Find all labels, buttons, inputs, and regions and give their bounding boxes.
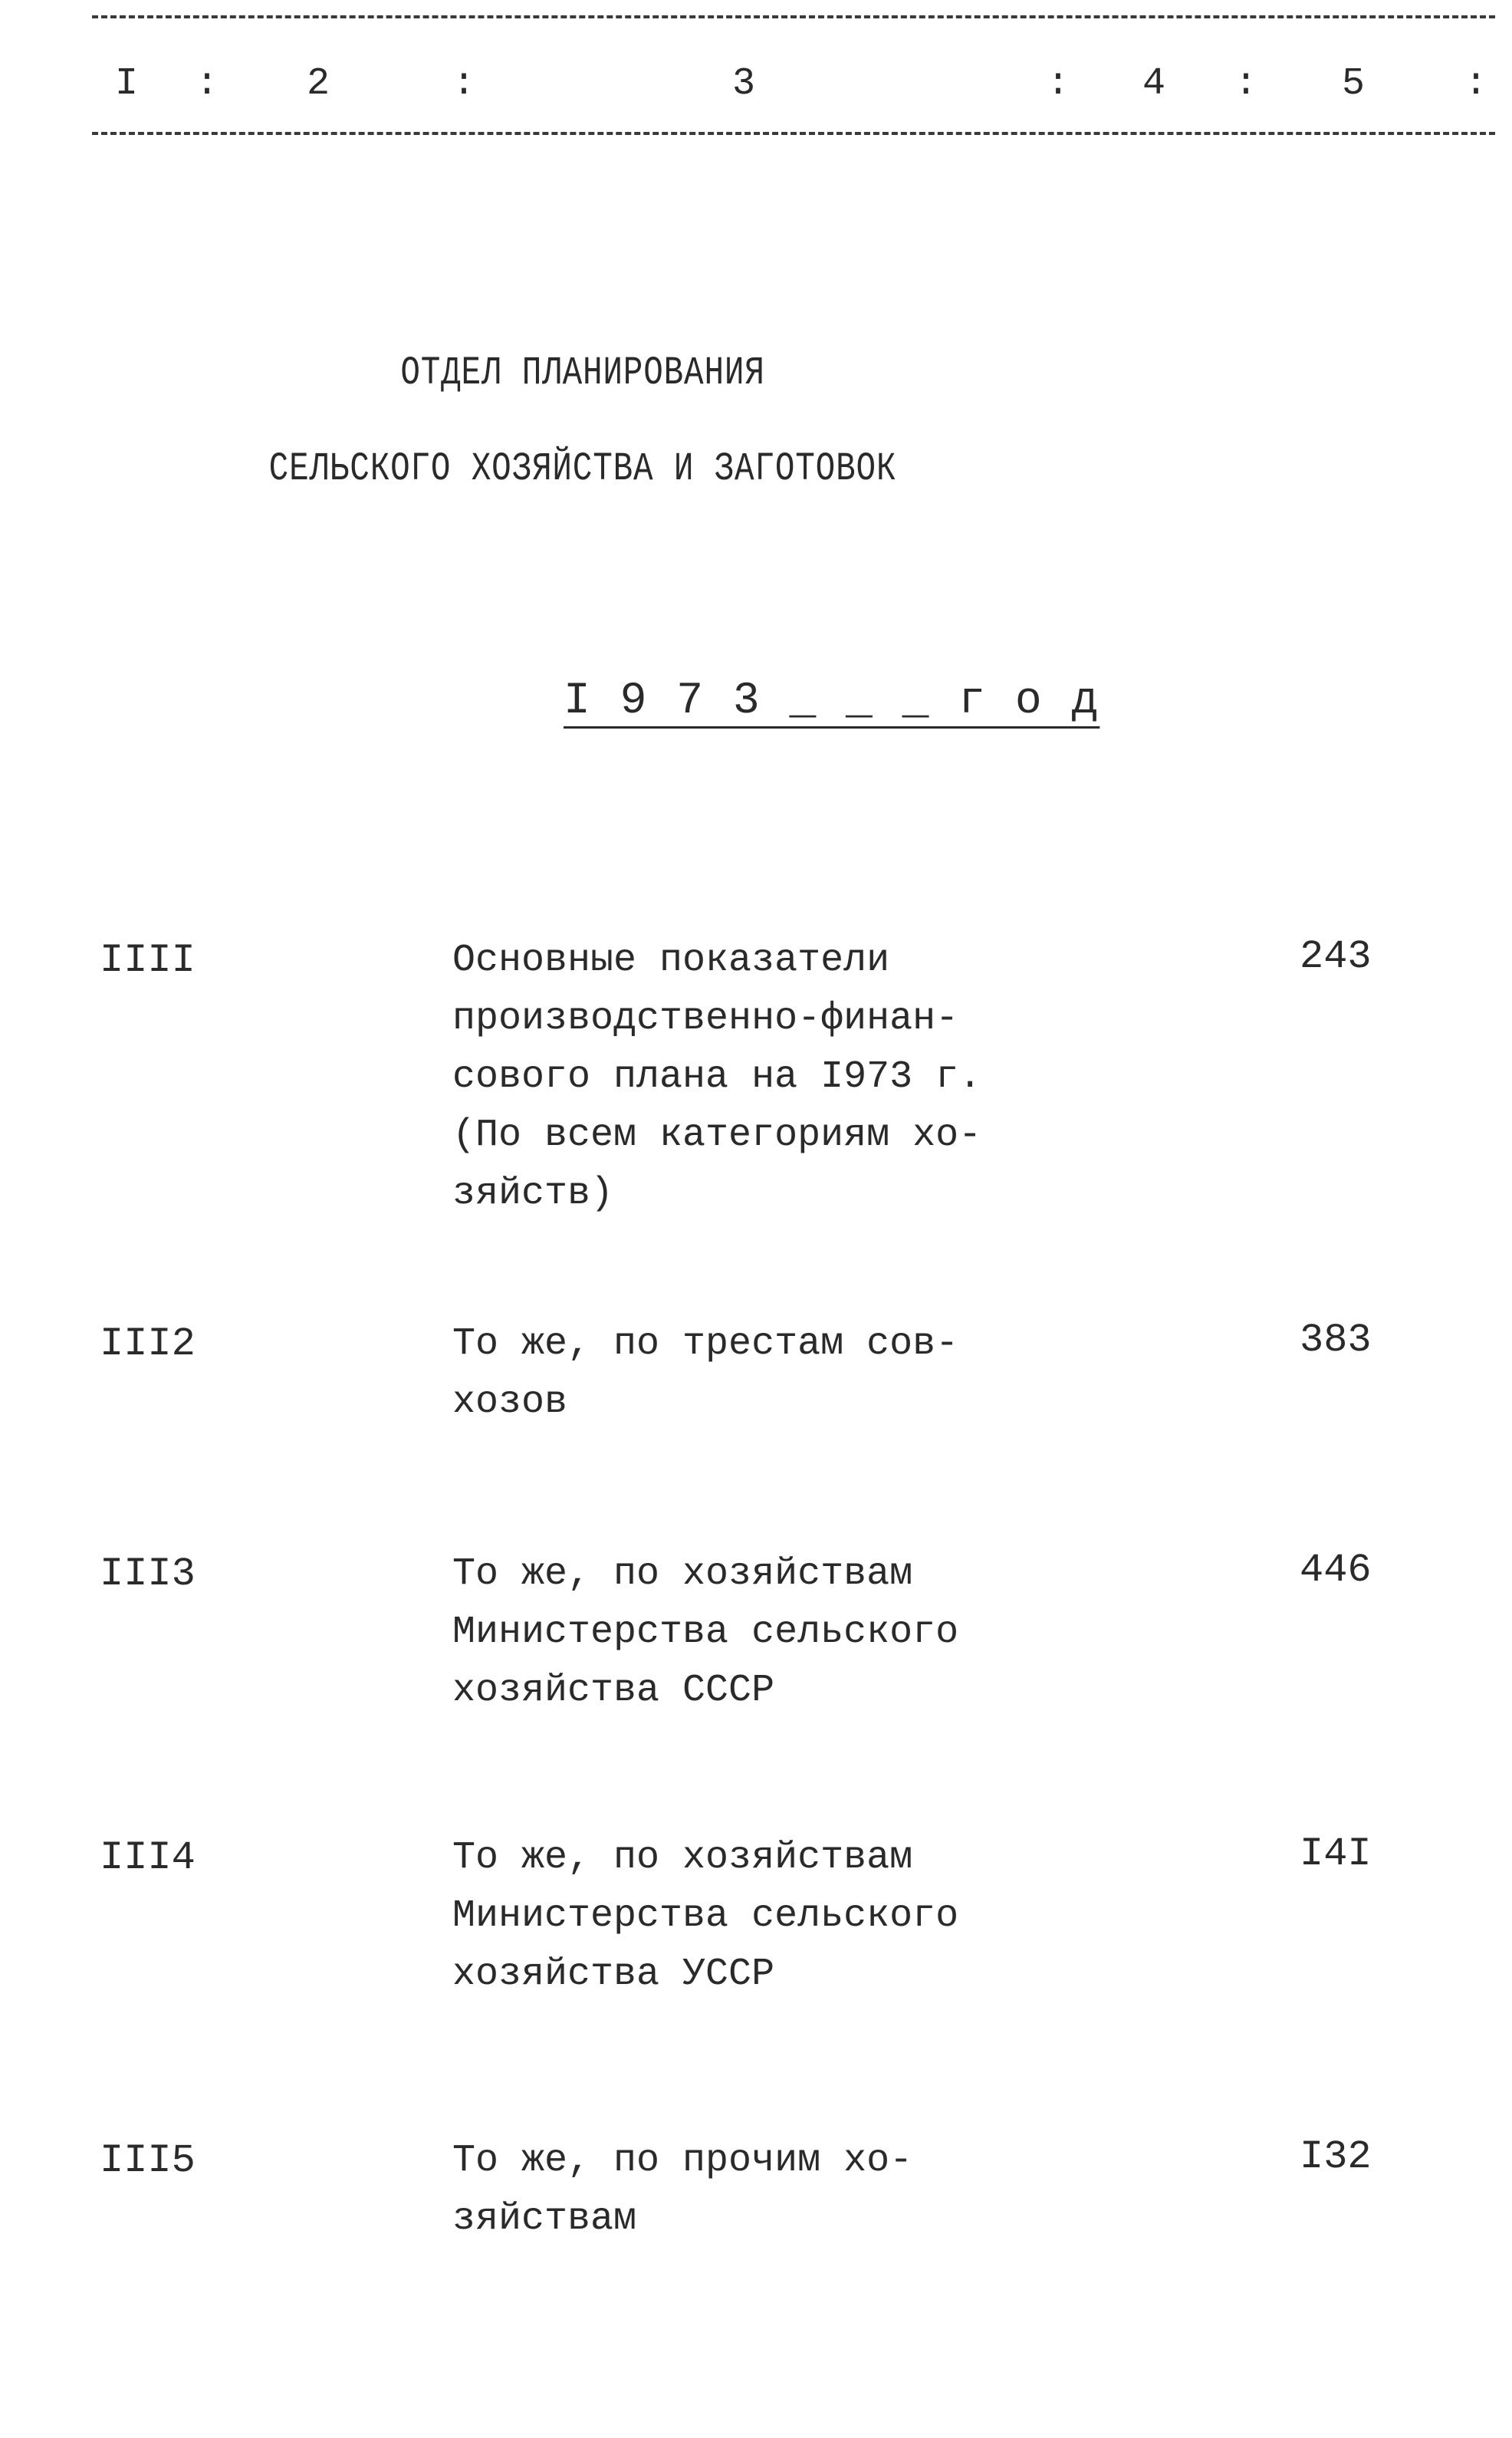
column-header-separator: : [196,62,219,106]
column-header-separator: : [452,62,476,106]
entry-number: III5 [100,2138,196,2183]
entry-title: То же, по хозяйствам Министерства сельского хозяйства УССР [452,1836,959,1996]
header-bottom-rule [92,132,1495,135]
column-header-2: 2 [307,62,330,106]
entry-pages: I32 [1300,2134,1372,2180]
entry-pages: 243 [1300,934,1372,979]
entry-pages: I4I [1300,1831,1372,1877]
column-header-5: 5 [1342,62,1366,106]
entry-number: III3 [100,1551,196,1597]
department-title-line1: ОТДЕЛ ПЛАНИРОВАНИЯ [400,350,765,396]
entry-pages: 446 [1300,1548,1372,1593]
department-title-line2: СЕЛЬСКОГО ХОЗЯЙСТВА И ЗАГОТОВОК [268,446,897,492]
entry-number: III2 [100,1321,196,1367]
column-header-1: I [115,62,139,106]
entry-title: То же, по хозяйствам Министерства сельского хозяйства СССР [452,1552,959,1713]
entry-number: III4 [100,1835,196,1880]
entry-pages: 383 [1300,1318,1372,1363]
column-header-4: 4 [1142,62,1166,106]
column-header-separator: : [1047,62,1070,106]
column-header-separator: : [1464,62,1488,106]
entry-title: Основные показатели производственно-финан- сового плана на I973 г. (По всем категориям хо- зяйств) [452,939,982,1216]
entry-number: IIII [100,938,196,983]
column-header-separator: : [1234,62,1258,106]
header-top-rule [92,15,1495,18]
entry-title: То же, по прочим хо- зяйствам [452,2139,913,2241]
entry-title: То же, по трестам сов- хозов [452,1322,959,1424]
year-heading: I 9 7 3 _ _ _ г о д [564,676,1100,726]
column-header-3: 3 [732,62,756,106]
